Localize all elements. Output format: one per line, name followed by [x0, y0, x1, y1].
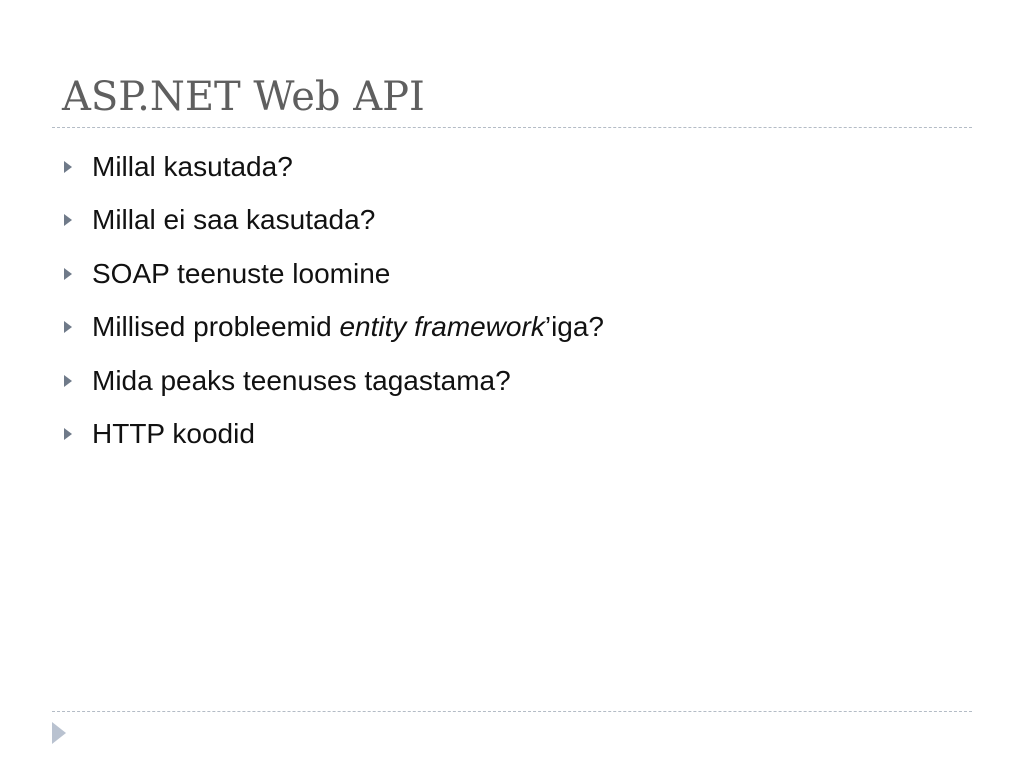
bullet-list	[64, 140, 604, 461]
triangle-bullet-icon	[64, 214, 72, 226]
bullet-text-italic: entity framework	[339, 311, 545, 343]
footer-divider	[52, 711, 972, 712]
bullet-item	[64, 301, 604, 355]
triangle-bullet-icon	[64, 161, 72, 173]
slide-title: ASP.NET Web API	[62, 74, 425, 120]
bullet-text: HTTP koodid	[92, 418, 255, 450]
triangle-bullet-icon	[64, 268, 72, 280]
bullet-text: Mida peaks teenuses tagastama?	[92, 364, 511, 396]
bullet-text: Millal kasutada?	[92, 150, 293, 182]
bullet-item	[64, 194, 604, 248]
bullet-text: SOAP teenuste loomine	[92, 257, 391, 289]
triangle-bullet-icon	[64, 375, 72, 387]
bullet-item	[64, 354, 604, 408]
bullet-text-after: ’iga?	[544, 311, 605, 343]
triangle-bullet-icon	[64, 321, 72, 333]
title-divider	[52, 127, 972, 128]
next-slide-arrow-icon[interactable]	[52, 722, 66, 744]
bullet-text: Millal ei saa kasutada?	[92, 204, 376, 236]
bullet-item	[64, 408, 604, 462]
bullet-text	[92, 311, 604, 343]
triangle-bullet-icon	[64, 428, 72, 440]
bullet-item	[64, 140, 604, 194]
bullet-text-before: Millised probleemid	[92, 311, 340, 343]
bullet-item	[64, 247, 604, 301]
